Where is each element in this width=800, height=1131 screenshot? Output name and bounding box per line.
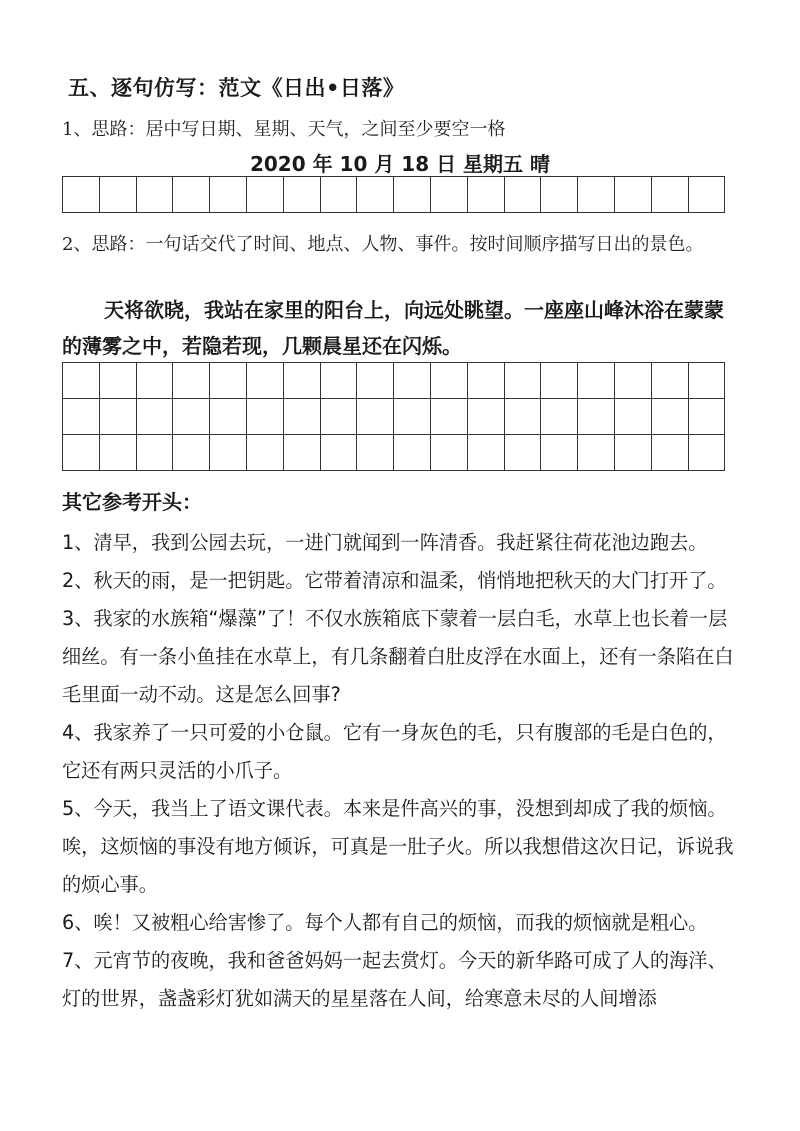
grid-cell — [284, 363, 321, 399]
grid-cell — [431, 435, 468, 471]
writing-grid-paragraph — [62, 362, 725, 471]
reference-item: 6、唉！又被粗心给害惨了。每个人都有自己的烦恼，而我的烦恼就是粗心。 — [62, 911, 708, 934]
grid-cell — [615, 177, 652, 213]
grid-cell — [505, 363, 542, 399]
grid-cell — [394, 177, 431, 213]
grid-cell — [468, 435, 505, 471]
grid-cell — [689, 177, 726, 213]
grid-cell — [137, 177, 174, 213]
grid-cell — [321, 435, 358, 471]
grid-cell — [210, 363, 247, 399]
grid-cell — [247, 435, 284, 471]
writing-grid-date — [62, 176, 725, 213]
reference-item: 2、秋天的雨，是一把钥匙。它带着清凉和温柔，悄悄地把秋天的大门打开了。 — [62, 569, 727, 592]
grid-cell — [394, 363, 431, 399]
grid-cell — [578, 363, 615, 399]
step2-note: 2、思路：一句话交代了时间、地点、人物、事件。按时间顺序描写日出的景色。 — [62, 234, 704, 255]
grid-cell — [173, 435, 210, 471]
grid-cell — [615, 435, 652, 471]
grid-cell — [357, 177, 394, 213]
grid-cell — [63, 435, 100, 471]
references-title: 其它参考开头： — [62, 490, 202, 514]
grid-cell — [615, 363, 652, 399]
grid-cell — [505, 435, 542, 471]
grid-cell — [541, 177, 578, 213]
reference-item: 4、我家养了一只可爱的小仓鼠。它有一身灰色的毛，只有腹部的毛是白色的，它还有两只灵活的小爪子。 — [62, 721, 727, 782]
grid-cell — [357, 363, 394, 399]
grid-row — [63, 435, 725, 471]
grid-cell — [321, 399, 358, 435]
grid-cell — [63, 399, 100, 435]
grid-cell — [578, 399, 615, 435]
grid-cell — [247, 177, 284, 213]
grid-cell — [247, 363, 284, 399]
grid-cell — [615, 399, 652, 435]
grid-cell — [100, 435, 137, 471]
grid-cell — [210, 177, 247, 213]
grid-cell — [173, 177, 210, 213]
reference-item: 5、今天，我当上了语文课代表。本来是件高兴的事，没想到却成了我的烦恼。唉，这烦恼的事没有地方倾诉，可真是一肚子火。所以我想借这次日记，诉说我的烦心事。 — [62, 797, 734, 896]
reference-item: 3、我家的水族箱“爆藻”了！不仅水族箱底下蒙着一层白毛，水草上也长着一层细丝。有一条小鱼挂在水草上，有几条翻着白肚皮浮在水面上，还有一条陷在白毛里面一动不动。这是怎么回事? — [62, 607, 734, 706]
grid-cell — [247, 399, 284, 435]
grid-cell — [652, 177, 689, 213]
grid-cell — [100, 177, 137, 213]
grid-row — [63, 399, 725, 435]
grid-cell — [173, 399, 210, 435]
grid-cell — [210, 399, 247, 435]
grid-cell — [505, 399, 542, 435]
grid-cell — [689, 363, 726, 399]
grid-cell — [468, 363, 505, 399]
grid-cell — [100, 363, 137, 399]
grid-cell — [284, 435, 321, 471]
grid-cell — [652, 435, 689, 471]
grid-cell — [63, 363, 100, 399]
grid-cell — [541, 399, 578, 435]
grid-cell — [578, 177, 615, 213]
grid-cell — [137, 363, 174, 399]
grid-cell — [541, 363, 578, 399]
grid-cell — [321, 363, 358, 399]
grid-cell — [431, 399, 468, 435]
grid-cell — [468, 177, 505, 213]
grid-cell — [505, 177, 542, 213]
grid-cell — [578, 435, 615, 471]
grid-row — [63, 177, 725, 213]
grid-cell — [652, 363, 689, 399]
grid-cell — [357, 399, 394, 435]
grid-cell — [689, 435, 726, 471]
grid-cell — [100, 399, 137, 435]
grid-cell — [284, 399, 321, 435]
grid-cell — [284, 177, 321, 213]
grid-cell — [394, 399, 431, 435]
model-paragraph: 天将欲晓，我站在家里的阳台上，向远处眺望。一座座山峰沐浴在蒙蒙的薄雾之中，若隐若现，几颗晨星还在闪烁。 — [62, 298, 724, 358]
step1-note: 1、思路：居中写日期、星期、天气，之间至少要空一格 — [62, 119, 506, 140]
grid-row — [63, 363, 725, 399]
grid-cell — [431, 177, 468, 213]
grid-cell — [357, 435, 394, 471]
grid-cell — [541, 435, 578, 471]
date-line: 2020 年 10 月 18 日 星期五 晴 — [249, 152, 551, 176]
references-list — [62, 524, 740, 1018]
grid-cell — [689, 399, 726, 435]
grid-cell — [137, 399, 174, 435]
reference-item: 1、清早，我到公园去玩，一进门就闻到一阵清香。我赶紧往荷花池边跑去。 — [62, 531, 708, 554]
section-heading: 五、逐句仿写：范文《日出•日落》 — [68, 76, 405, 100]
reference-item: 7、元宵节的夜晚，我和爸爸妈妈一起去赏灯。今天的新华路可成了人的海洋、灯的世界，盏盏彩灯犹如满天的星星落在人间，给寒意未尽的人间增添 — [62, 949, 727, 1010]
grid-cell — [210, 435, 247, 471]
grid-cell — [431, 363, 468, 399]
grid-cell — [63, 177, 100, 213]
grid-cell — [652, 399, 689, 435]
grid-cell — [394, 435, 431, 471]
grid-cell — [137, 435, 174, 471]
grid-cell — [321, 177, 358, 213]
grid-cell — [468, 399, 505, 435]
grid-cell — [173, 363, 210, 399]
